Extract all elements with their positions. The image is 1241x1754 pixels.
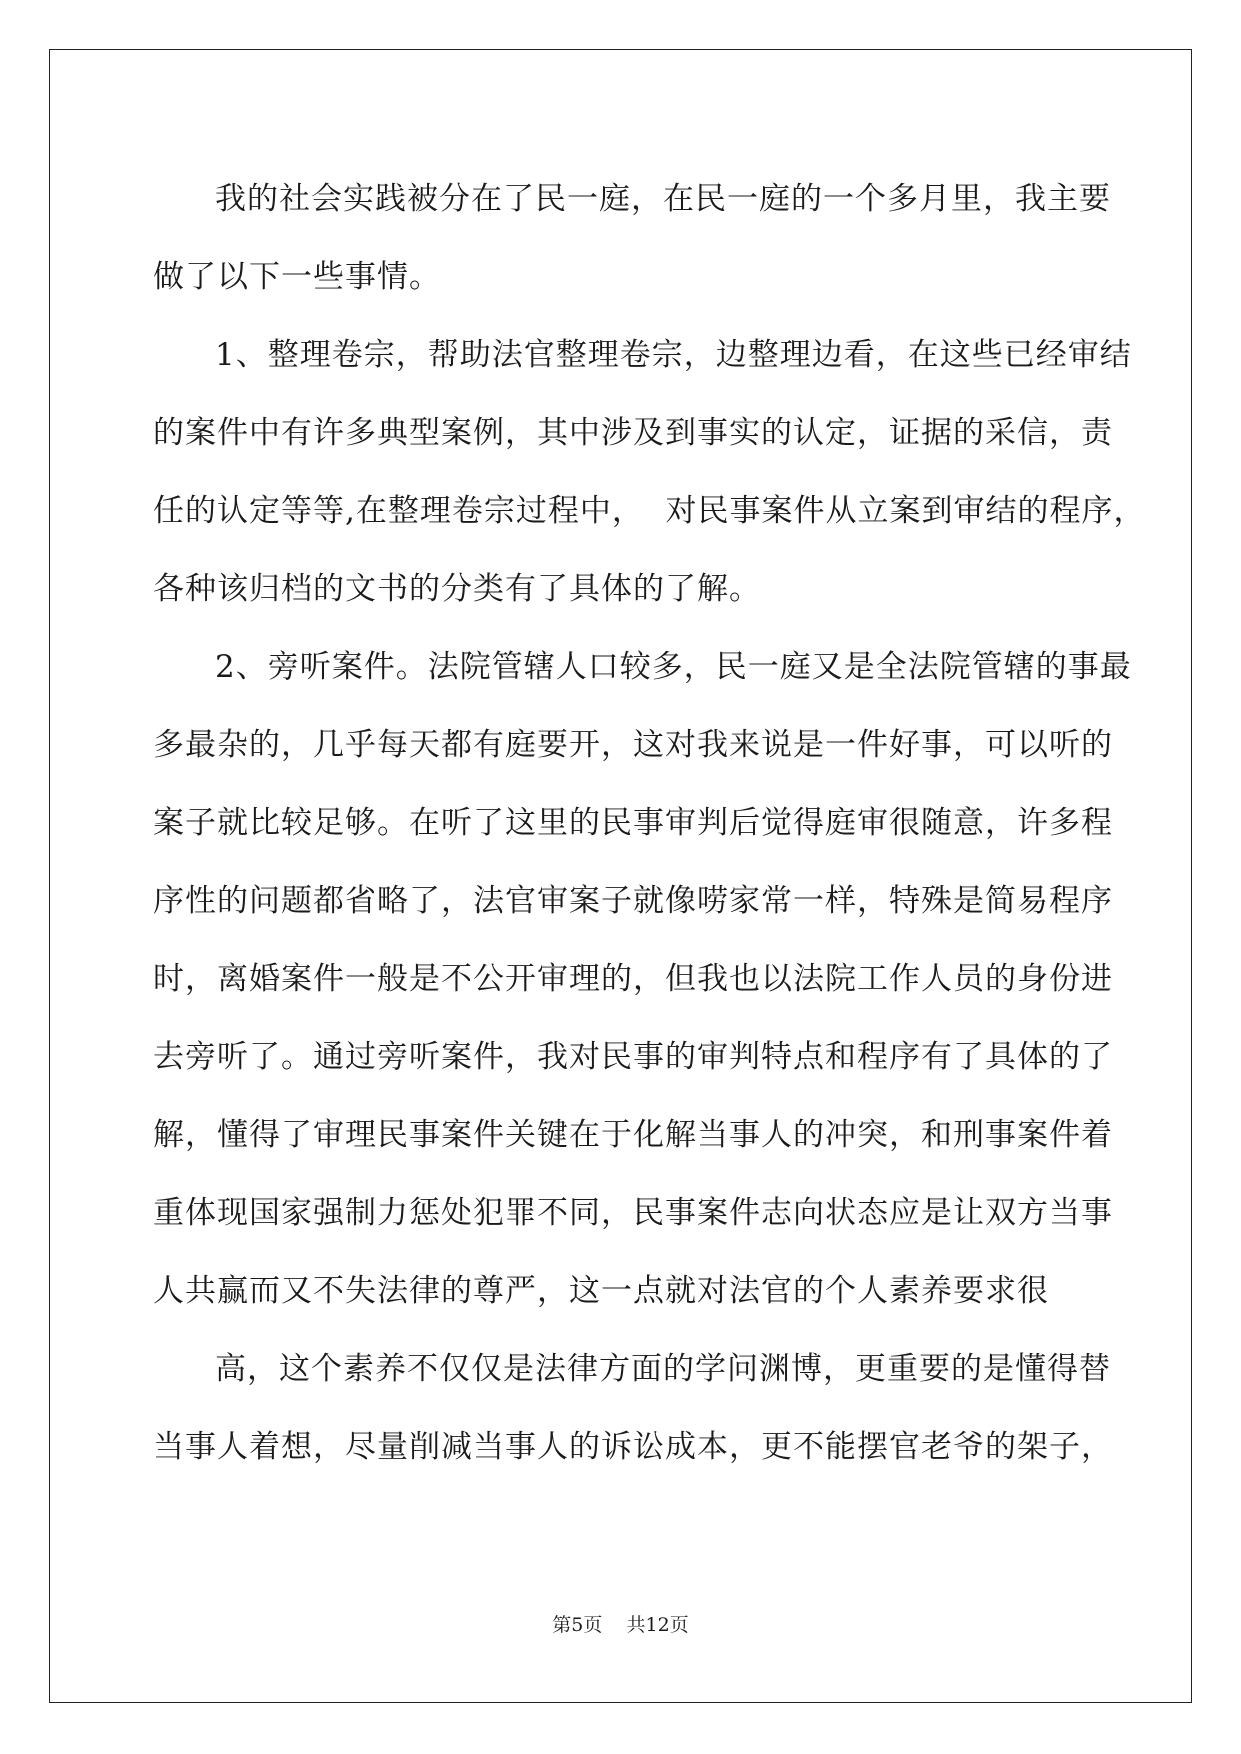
text-line: 2、旁听案件。法院管辖人口较多，民一庭又是全法院管辖的事最 xyxy=(215,649,1132,685)
text-line: 1、整理卷宗，帮助法官整理卷宗，边整理边看，在这些已经审结 xyxy=(215,337,1132,373)
text-line: 重体现国家强制力惩处犯罪不同，民事案件志向状态应是让双方当事 xyxy=(153,1195,1113,1231)
document-body xyxy=(153,160,1146,1486)
text-line: 解，懂得了审理民事案件关键在于化解当事人的冲突，和刑事案件着 xyxy=(153,1117,1113,1153)
text-line: 做了以下一些事情。 xyxy=(153,259,441,295)
text-line: 案子就比较足够。在听了这里的民事审判后觉得庭审很随意，许多程 xyxy=(153,805,1113,841)
text-line: 的案件中有许多典型案例，其中涉及到事实的认定，证据的采信，责 xyxy=(153,415,1113,451)
text-line: 序性的问题都省略了，法官审案子就像唠家常一样，特殊是简易程序 xyxy=(153,883,1113,919)
text-line: 任的认定等等,在整理卷宗过程中， 对民事案件从立案到审结的程序， xyxy=(153,493,1146,529)
text-line: 多最杂的，几乎每天都有庭要开，这对我来说是一件好事，可以听的 xyxy=(153,727,1113,763)
page-total: 共12页 xyxy=(626,1614,689,1636)
text-line: 当事人着想，尽量削减当事人的诉讼成本，更不能摆官老爷的架子， xyxy=(153,1429,1113,1465)
text-line: 高，这个素养不仅仅是法律方面的学问渊博，更重要的是懂得替 xyxy=(215,1351,1111,1387)
text-line: 人共赢而又不失法律的尊严，这一点就对法官的个人素养要求很 xyxy=(153,1273,1049,1309)
text-line: 去旁听了。通过旁听案件，我对民事的审判特点和程序有了具体的了 xyxy=(153,1039,1113,1075)
text-line: 各种该归档的文书的分类有了具体的了解。 xyxy=(153,571,761,607)
text-line: 时，离婚案件一般是不公开审理的，但我也以法院工作人员的身份进 xyxy=(153,961,1113,997)
page-footer xyxy=(0,1613,1241,1637)
page-number: 第5页 xyxy=(552,1614,603,1636)
text-line: 我的社会实践被分在了民一庭，在民一庭的一个多月里，我主要 xyxy=(215,181,1111,217)
